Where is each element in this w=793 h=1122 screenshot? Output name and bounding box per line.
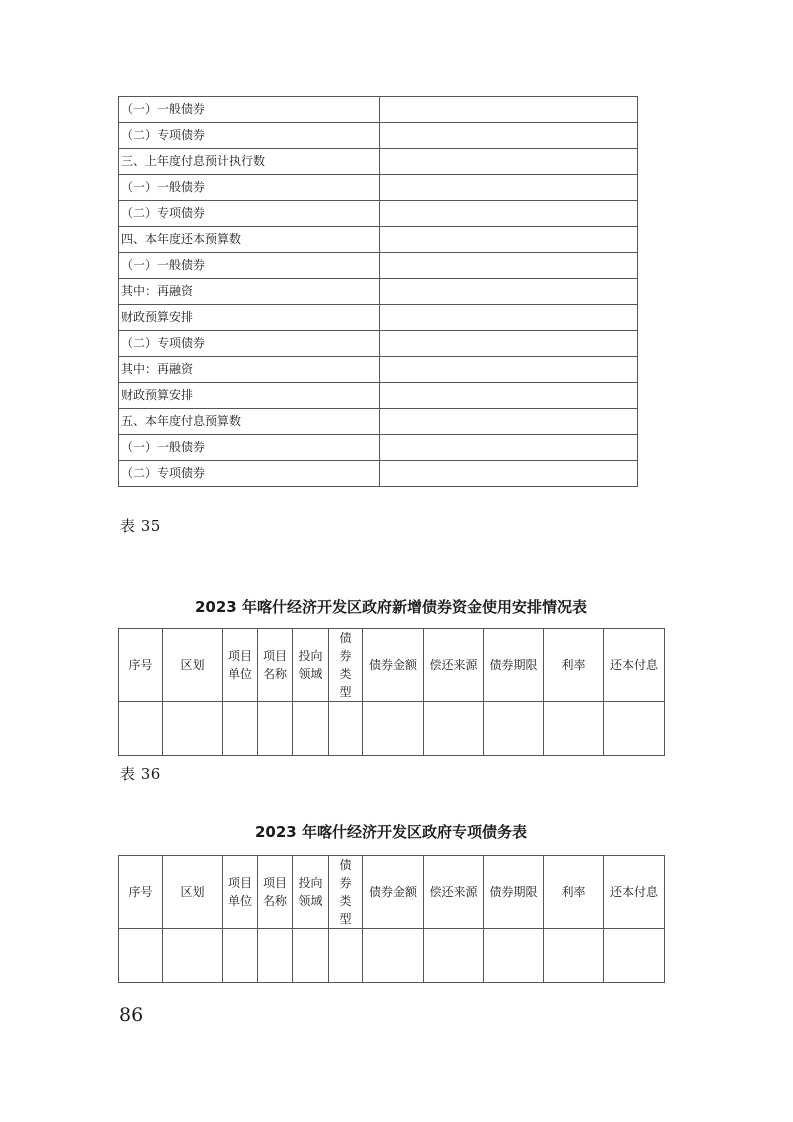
table-35 xyxy=(118,628,665,756)
table-36-number: 表 36 xyxy=(120,765,161,783)
empty-cell xyxy=(258,702,293,756)
table-36-empty-row xyxy=(119,929,665,983)
empty-cell xyxy=(293,702,329,756)
budget-row xyxy=(119,279,638,305)
empty-cell xyxy=(544,702,604,756)
budget-row-label: （一）一般债券 xyxy=(119,435,380,461)
budget-row-value xyxy=(380,331,638,357)
budget-row xyxy=(119,201,638,227)
budget-row xyxy=(119,435,638,461)
budget-row xyxy=(119,383,638,409)
empty-cell xyxy=(484,929,544,983)
column-header: 还本付息 xyxy=(604,629,665,702)
budget-row xyxy=(119,331,638,357)
budget-summary-body xyxy=(119,97,638,487)
column-header: 区划 xyxy=(163,629,223,702)
budget-row-label: （二）专项债券 xyxy=(119,331,380,357)
empty-cell xyxy=(604,702,665,756)
empty-cell xyxy=(223,702,258,756)
budget-row xyxy=(119,123,638,149)
table-35-title: 2023 年喀什经济开发区政府新增债券资金使用安排情况表 xyxy=(195,598,587,616)
column-header: 还本付息 xyxy=(604,856,665,929)
empty-cell xyxy=(119,929,163,983)
column-header: 投向领域 xyxy=(293,856,329,929)
empty-cell xyxy=(363,702,424,756)
budget-row xyxy=(119,357,638,383)
budget-row-label: 财政预算安排 xyxy=(119,383,380,409)
empty-cell xyxy=(293,929,329,983)
budget-row-label: （一）一般债券 xyxy=(119,175,380,201)
column-header: 投向领域 xyxy=(293,629,329,702)
budget-row-label: （一）一般债券 xyxy=(119,97,380,123)
empty-cell xyxy=(424,929,484,983)
budget-row xyxy=(119,175,638,201)
column-header: 区划 xyxy=(163,856,223,929)
empty-cell xyxy=(544,929,604,983)
column-header: 利率 xyxy=(544,629,604,702)
budget-row xyxy=(119,97,638,123)
budget-row-label: （一）一般债券 xyxy=(119,253,380,279)
column-header: 债券类型 xyxy=(329,856,363,929)
budget-row-value xyxy=(380,149,638,175)
budget-row-value xyxy=(380,383,638,409)
empty-cell xyxy=(329,929,363,983)
empty-cell xyxy=(484,702,544,756)
empty-cell xyxy=(424,702,484,756)
budget-row-label: 五、本年度付息预算数 xyxy=(119,409,380,435)
column-header: 利率 xyxy=(544,856,604,929)
budget-row xyxy=(119,461,638,487)
column-header: 项目单位 xyxy=(223,629,258,702)
budget-row xyxy=(119,409,638,435)
column-header: 债券期限 xyxy=(484,629,544,702)
budget-row-label: 四、本年度还本预算数 xyxy=(119,227,380,253)
column-header: 项目单位 xyxy=(223,856,258,929)
column-header: 债券金额 xyxy=(363,629,424,702)
budget-row xyxy=(119,149,638,175)
budget-row-value xyxy=(380,305,638,331)
budget-row-value xyxy=(380,227,638,253)
budget-row-value xyxy=(380,201,638,227)
budget-row-value xyxy=(380,461,638,487)
table-35-number: 表 35 xyxy=(120,517,161,535)
column-header: 序号 xyxy=(119,629,163,702)
budget-row-label: （二）专项债券 xyxy=(119,461,380,487)
empty-cell xyxy=(163,929,223,983)
column-header: 偿还来源 xyxy=(424,856,484,929)
budget-row-label: （二）专项债券 xyxy=(119,201,380,227)
table-35-header-row xyxy=(119,629,665,702)
column-header: 项目名称 xyxy=(258,856,293,929)
table-35-empty-row xyxy=(119,702,665,756)
empty-cell xyxy=(223,929,258,983)
table-36-header-row xyxy=(119,856,665,929)
budget-row-value xyxy=(380,175,638,201)
page-number: 86 xyxy=(119,1004,144,1026)
budget-row-value xyxy=(380,409,638,435)
budget-row-label: 其中：再融资 xyxy=(119,279,380,305)
column-header: 债券期限 xyxy=(484,856,544,929)
budget-row-label: （二）专项债券 xyxy=(119,123,380,149)
empty-cell xyxy=(163,702,223,756)
column-header: 序号 xyxy=(119,856,163,929)
table-36 xyxy=(118,855,665,983)
budget-row-value xyxy=(380,97,638,123)
table-36-title: 2023 年喀什经济开发区政府专项债务表 xyxy=(255,823,527,841)
empty-cell xyxy=(363,929,424,983)
empty-cell xyxy=(329,702,363,756)
budget-summary-table xyxy=(118,96,638,487)
empty-cell xyxy=(604,929,665,983)
budget-row xyxy=(119,253,638,279)
budget-row-value xyxy=(380,123,638,149)
column-header: 债券金额 xyxy=(363,856,424,929)
budget-row-value xyxy=(380,253,638,279)
empty-cell xyxy=(119,702,163,756)
budget-row-value xyxy=(380,357,638,383)
budget-row-label: 三、上年度付息预计执行数 xyxy=(119,149,380,175)
budget-row-value xyxy=(380,435,638,461)
budget-row xyxy=(119,227,638,253)
budget-row xyxy=(119,305,638,331)
budget-row-label: 其中：再融资 xyxy=(119,357,380,383)
column-header: 债券类型 xyxy=(329,629,363,702)
empty-cell xyxy=(258,929,293,983)
column-header: 项目名称 xyxy=(258,629,293,702)
budget-row-value xyxy=(380,279,638,305)
column-header: 偿还来源 xyxy=(424,629,484,702)
budget-row-label: 财政预算安排 xyxy=(119,305,380,331)
